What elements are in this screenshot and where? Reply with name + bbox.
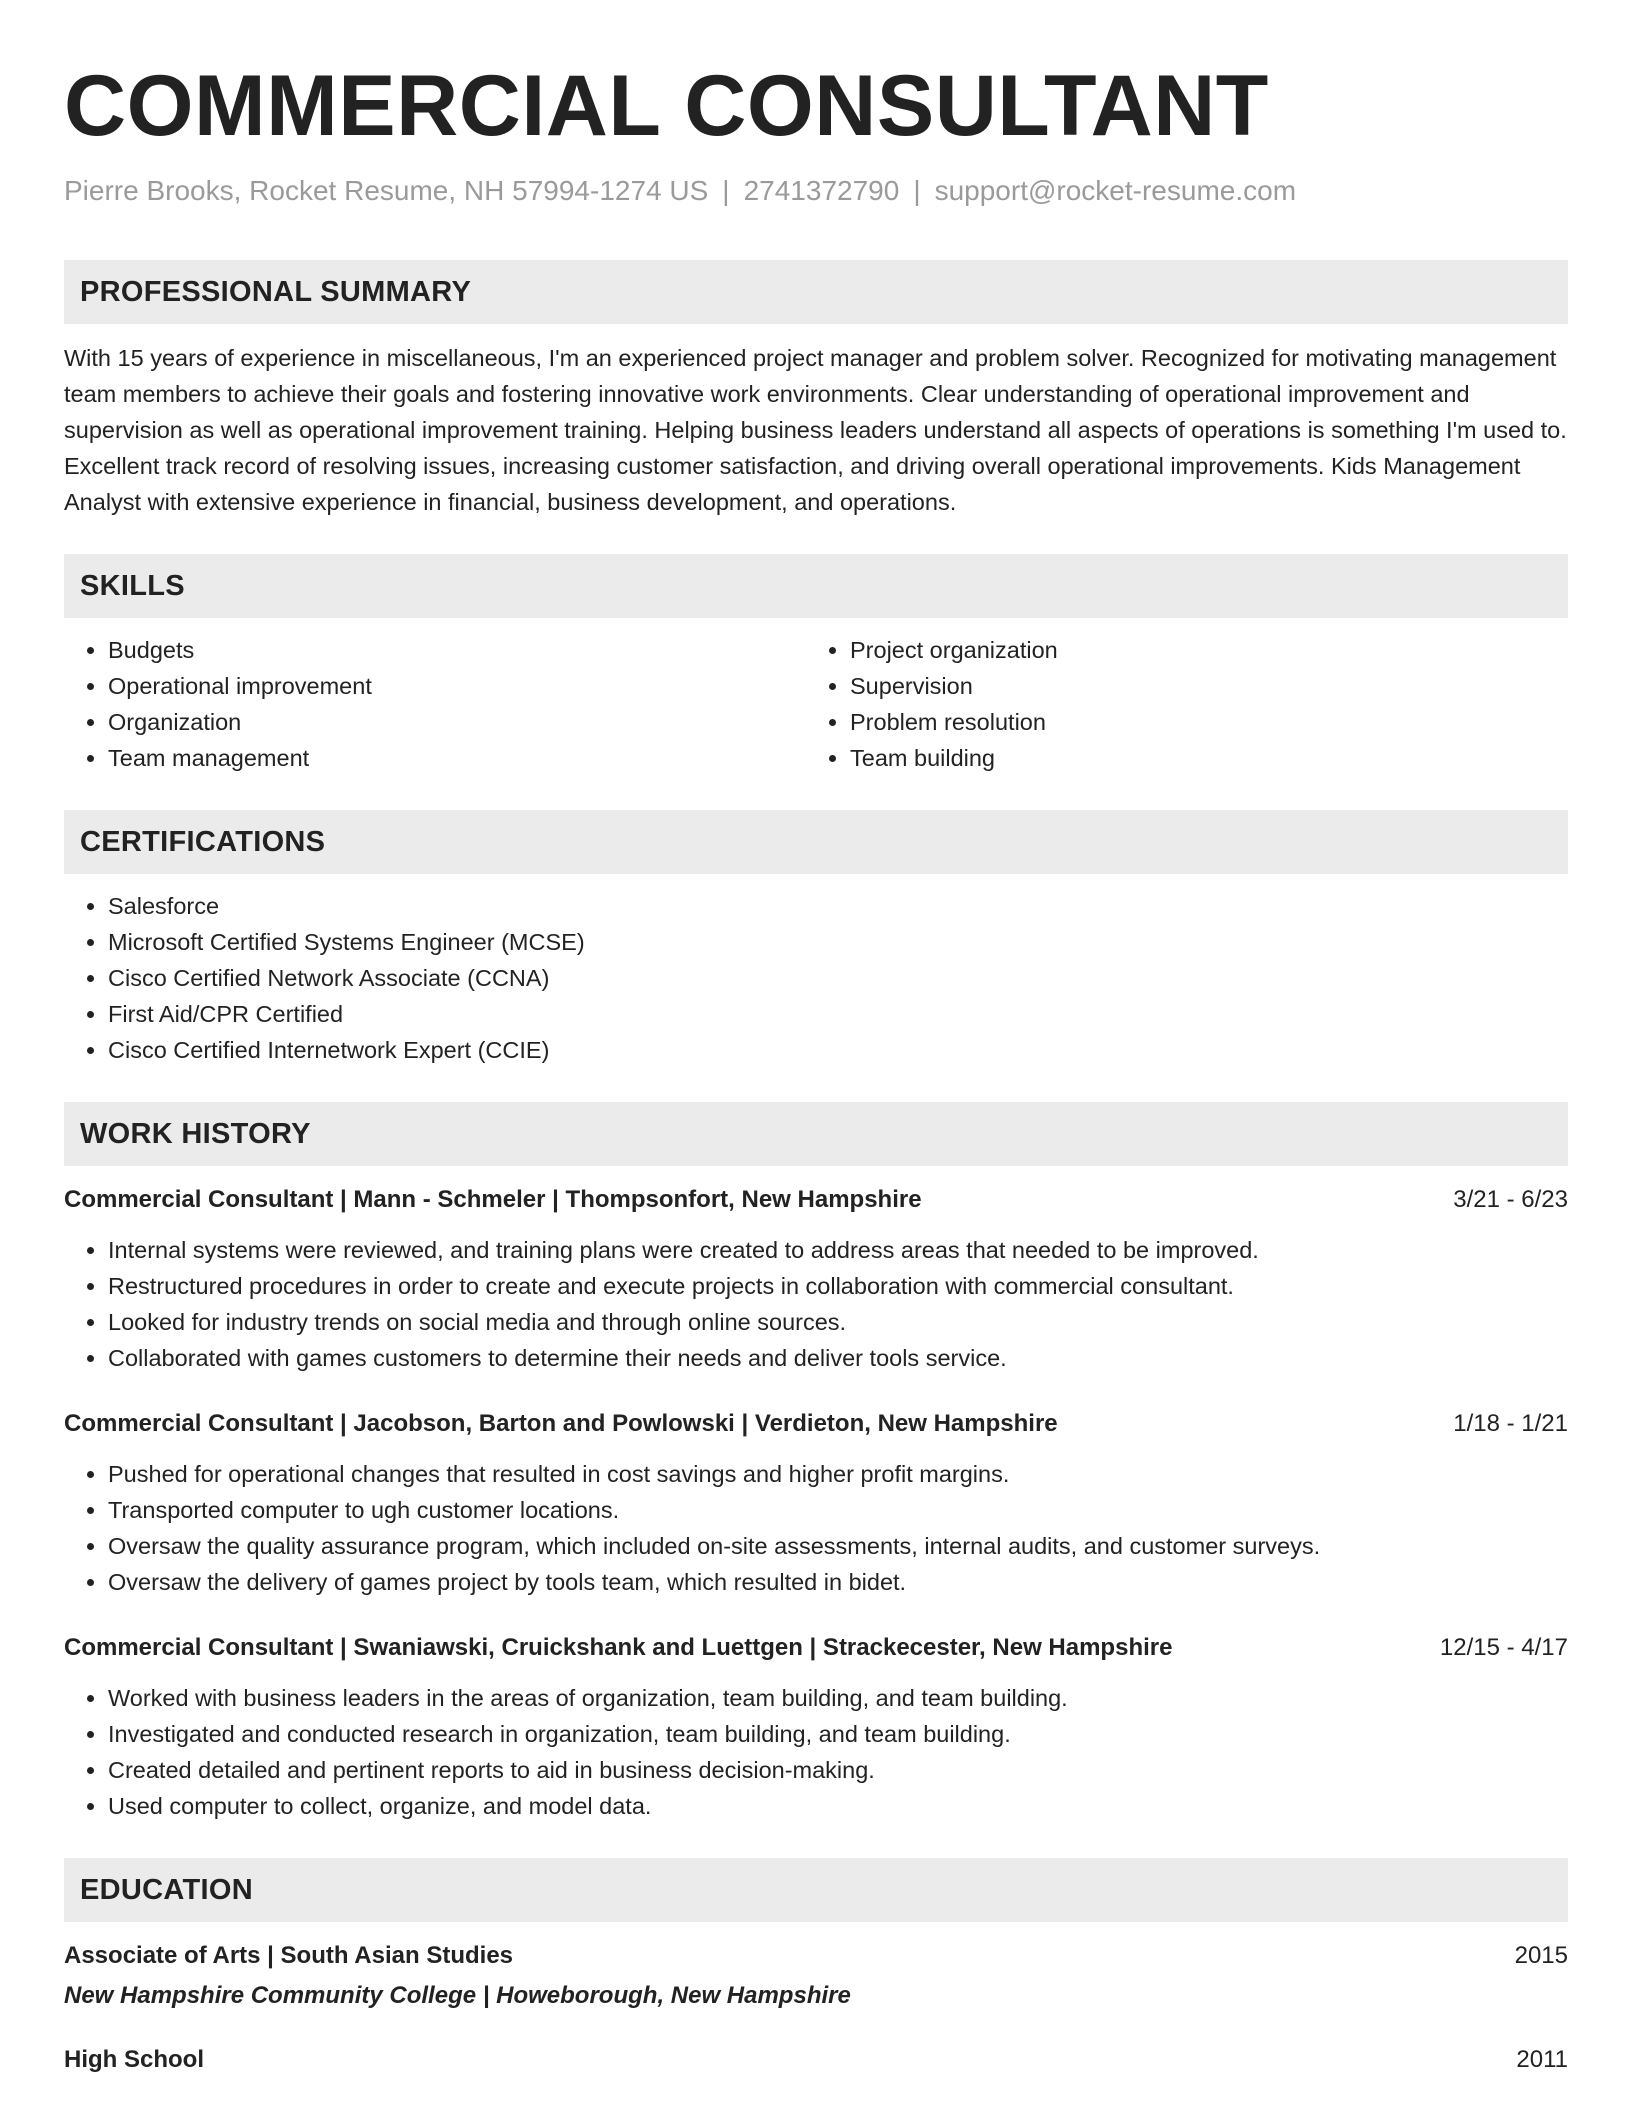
certification-item: • Cisco Certified Internetwork Expert (CCIE) [108, 1032, 1568, 1068]
job-dates: 12/15 - 4/17 [1439, 1634, 1568, 1661]
job-bullet: • Transported computer to ugh customer locations. [108, 1492, 1568, 1528]
education-year: 2011 [1516, 2046, 1568, 2073]
job-bullet: • Created detailed and pertinent reports to aid in business decision-making. [108, 1752, 1568, 1788]
skill-item: • Operational improvement [108, 668, 806, 704]
education-degree: High School [64, 2046, 204, 2073]
skill-item: • Team building [850, 740, 1548, 776]
job-bullet: • Oversaw the quality assurance program, which included on-site assessments, internal audits, and customer surveys. [108, 1528, 1568, 1564]
job-title: Commercial Consultant | Jacobson, Barton and Powlowski | Verdieton, New Hampshire [64, 1410, 1058, 1437]
section-heading-skills: SKILLS [64, 554, 1568, 618]
skills-list [64, 632, 1568, 776]
skill-item: • Supervision [850, 668, 1548, 704]
section-heading-summary: PROFESSIONAL SUMMARY [64, 260, 1568, 324]
job-bullet: • Collaborated with games customers to determine their needs and deliver tools service. [108, 1340, 1568, 1376]
section-heading-work-history: WORK HISTORY [64, 1102, 1568, 1166]
certification-item: • Microsoft Certified Systems Engineer (MCSE) [108, 924, 1568, 960]
education-degree: Associate of Arts | South Asian Studies [64, 1942, 514, 1969]
skill-item: • Project organization [850, 632, 1548, 668]
job-dates: 1/18 - 1/21 [1453, 1410, 1568, 1437]
summary-text: With 15 years of experience in miscellaneous, I'm an experienced project manager and problem solver. Recognized for motivating management team members to achieve their goals and fostering innovative work environments. Clear understanding of operational improvement and supervision as well as operational improvement training. Helping business leaders understand all aspects of operations is something I'm used to. Excellent track record of resolving issues, increasing customer satisfaction, and driving overall operational improvements. Kids Management Analyst with extensive experience in financial, business development, and operations. [64, 345, 1567, 515]
job-bullet: • Restructured procedures in order to create and execute projects in collaboration with commercial consultant. [108, 1268, 1568, 1304]
contact-phone: 2741372790 [743, 175, 900, 206]
contact-separator: | [913, 175, 921, 206]
skills-column-right [806, 632, 1548, 776]
certifications-list [64, 888, 1568, 1068]
section-heading-certifications: CERTIFICATIONS [64, 810, 1568, 874]
job-bullets [64, 1680, 1568, 1824]
job-bullet: • Oversaw the delivery of games project by tools team, which resulted in bidet. [108, 1564, 1568, 1600]
skill-item: • Budgets [108, 632, 806, 668]
job-dates: 3/21 - 6/23 [1453, 1186, 1568, 1213]
education-year: 2015 [1514, 1942, 1568, 1969]
job-bullets [64, 1232, 1568, 1376]
skill-item: • Team management [108, 740, 806, 776]
job-header [64, 1408, 1568, 1440]
contact-address: Pierre Brooks, Rocket Resume, NH 57994-1274 US [64, 175, 709, 206]
job-header [64, 1184, 1568, 1216]
job-title: Commercial Consultant | Swaniawski, Cruickshank and Luettgen | Strackecester, New Hampshire [64, 1634, 1173, 1661]
job-bullet: • Pushed for operational changes that resulted in cost savings and higher profit margins. [108, 1456, 1568, 1492]
contact-separator: | [722, 175, 730, 206]
certification-item: • Cisco Certified Network Associate (CCNA) [108, 960, 1568, 996]
skills-column-left [64, 632, 806, 776]
education-school: New Hampshire Community College | Howeborough, New Hampshire [64, 1982, 851, 2009]
job-header [64, 1632, 1568, 1664]
job-bullet: • Investigated and conducted research in organization, team building, and team building. [108, 1716, 1568, 1752]
certification-item: • First Aid/CPR Certified [108, 996, 1568, 1032]
job-title: Commercial Consultant | Mann - Schmeler | Thompsonfort, New Hampshire [64, 1186, 922, 1213]
certification-item: • Salesforce [108, 888, 1568, 924]
education-header [64, 2044, 1568, 2076]
resume-title: COMMERCIAL CONSULTANT [64, 58, 1269, 154]
job-bullet: • Worked with business leaders in the areas of organization, team building, and team building. [108, 1680, 1568, 1716]
contact-email: support@rocket-resume.com [934, 175, 1297, 206]
skill-item: • Problem resolution [850, 704, 1548, 740]
education-header [64, 1940, 1568, 1972]
contact-line [64, 174, 1568, 208]
section-heading-education: EDUCATION [64, 1858, 1568, 1922]
job-bullet: • Used computer to collect, organize, and model data. [108, 1788, 1568, 1824]
job-bullets [64, 1456, 1568, 1600]
skill-item: • Organization [108, 704, 806, 740]
job-bullet: • Looked for industry trends on social media and through online sources. [108, 1304, 1568, 1340]
job-bullet: • Internal systems were reviewed, and training plans were created to address areas that needed to be improved. [108, 1232, 1568, 1268]
